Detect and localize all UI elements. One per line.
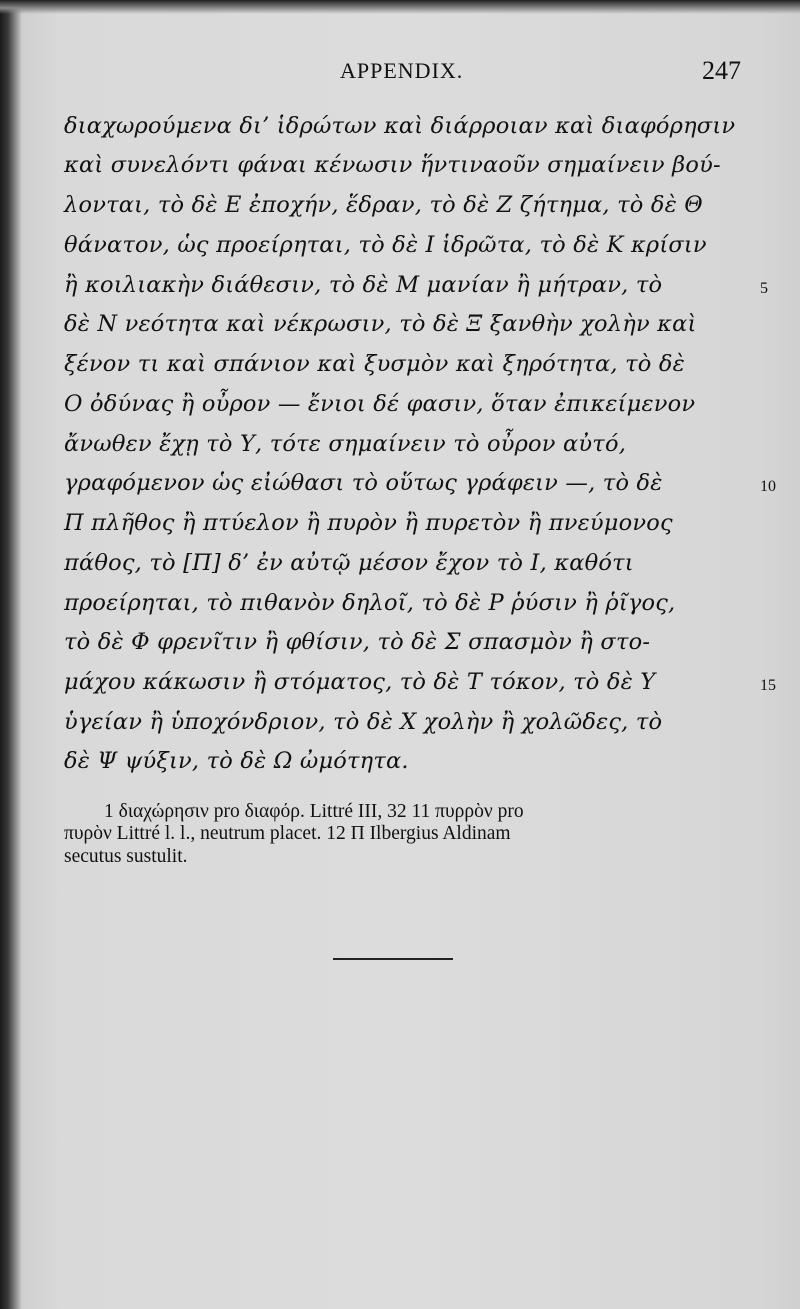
text-line: γραφόμενον ὡς εἰώθασι τὸ οὕτως γράφειν —, τὸ δὲ xyxy=(64,470,663,496)
text-line: ἄνωθεν ἔχῃ τὸ Υ, τότε σημαίνειν τὸ οὖρον αὐτό, xyxy=(64,431,627,457)
text-line: τὸ δὲ Φ φρενῖτιν ἢ φθίσιν, τὸ δὲ Σ σπασμὸν ἢ στο- xyxy=(64,629,651,655)
text-line: ὑγείαν ἢ ὑποχόνδριον, τὸ δὲ Χ χολὴν ἢ χολῶδες, τὸ xyxy=(64,709,663,735)
text-line: καὶ συνελόντι φάναι κένωσιν ἥντιναοῦν σημαίνειν βού- xyxy=(64,152,721,178)
line-number-5: 5 xyxy=(760,280,768,297)
footnote-line: 1 διαχώρησιν pro διαφόρ. Littré III, 32 11 πυρρὸν pro xyxy=(104,801,524,822)
text-line: μάχου κάκωσιν ἢ στόματος, τὸ δὲ Τ τόκον, τὸ δὲ Υ xyxy=(64,669,656,695)
text-line: πάθος, τὸ [Π] δ’ ἐν αὐτῷ μέσον ἔχον τὸ Ι, καθότι xyxy=(64,550,634,576)
running-head: APPENDIX. xyxy=(340,58,464,83)
line-number-15: 15 xyxy=(760,677,776,694)
page-edge-shadow xyxy=(0,0,800,14)
text-line: Ο ὀδύνας ἢ οὖρον — ἔνιοι δέ φασιν, ὅταν ἐπικείμενον xyxy=(64,391,696,417)
text-line: Π πλῆθος ἢ πτύελον ἢ πυρὸν ἢ πυρετὸν ἢ πνεύμονος xyxy=(64,510,673,536)
text-line: δὲ Ψ ψύξιν, τὸ δὲ Ω ὠμότητα. xyxy=(64,748,409,774)
footnote-line: πυρὸν Littré l. l., neutrum placet. 12 Π Ilbergius Aldinam xyxy=(64,823,511,844)
page-number: 247 xyxy=(702,56,741,85)
text-line: δὲ Ν νεότητα καὶ νέκρωσιν, τὸ δὲ Ξ ξανθὴν χολὴν καὶ xyxy=(64,311,697,337)
text-line: προείρηται, τὸ πιθανὸν δηλοῖ, τὸ δὲ Ρ ῥύσιν ἢ ῥῖγος, xyxy=(64,590,676,616)
section-divider xyxy=(333,958,453,960)
text-line: θάνατον, ὡς προείρηται, τὸ δὲ Ι ἱδρῶτα, τὸ δὲ Κ κρίσιν xyxy=(64,232,707,258)
text-line: διαχωρούμενα δι’ ἱδρώτων καὶ διάρροιαν καὶ διαφόρησιν xyxy=(64,113,736,139)
text-line: λονται, τὸ δὲ Ε ἐποχήν, ἕδραν, τὸ δὲ Ζ ζήτημα, τὸ δὲ Θ xyxy=(64,192,703,218)
line-number-10: 10 xyxy=(760,478,776,495)
text-line: ἢ κοιλιακὴν διάθεσιν, τὸ δὲ Μ μανίαν ἢ μήτραν, τὸ xyxy=(64,272,663,298)
footnote-line: secutus sustulit. xyxy=(64,846,188,867)
text-line: ξένον τι καὶ σπάνιον καὶ ξυσμὸν καὶ ξηρότητα, τὸ δὲ xyxy=(64,351,685,377)
